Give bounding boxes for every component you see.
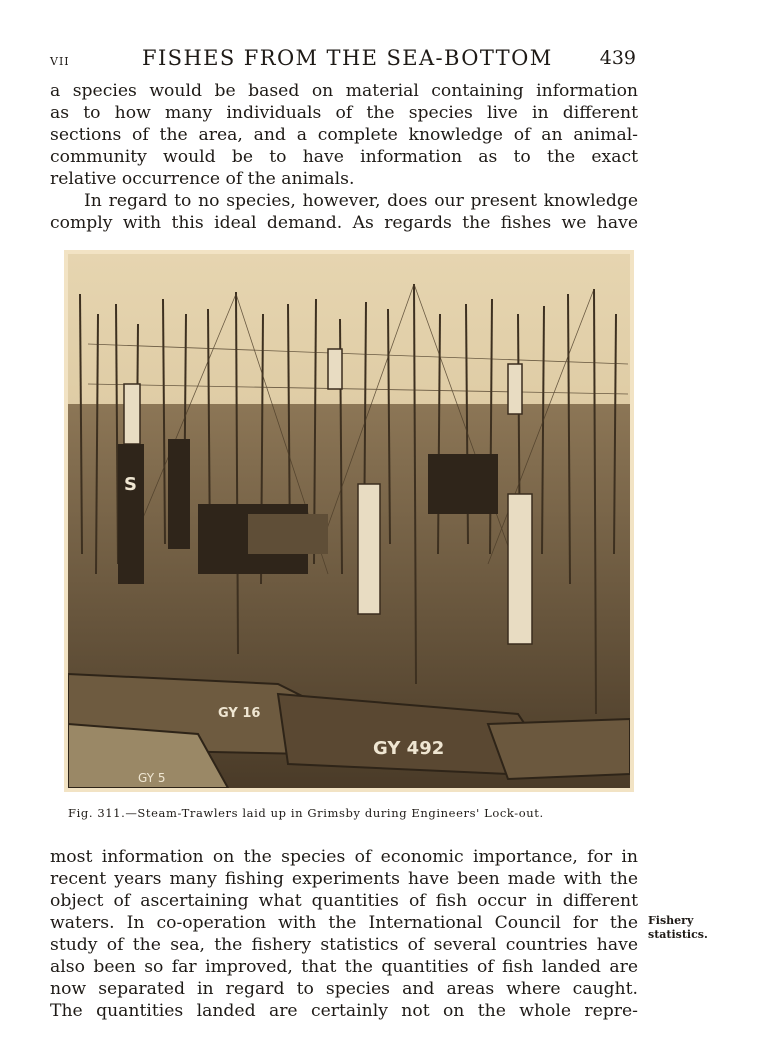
running-title: FISHES FROM THE SEA-BOTTOM [142,46,553,70]
text-line: waters. In co-operation with the International Council for the [50,913,638,933]
text-line: community would be to have information as to the exact [50,147,638,167]
text-line: The quantities landed are certainly not on the whole repre- [50,1001,638,1021]
trawlers-photo [68,254,630,788]
text-line: recent years many fishing experiments have been made with the [50,869,638,889]
text-line: In regard to no species, however, does our present knowledge [84,191,638,211]
photo-figure [64,250,634,792]
hull-mark-gy5: GY 5 [138,771,166,785]
text-line: relative occurrence of the animals. [50,169,355,189]
running-header [50,46,638,74]
hull-mark-s: S [124,474,137,495]
marginal-note-line: Fishery [648,914,694,927]
text-line: now separated in regard to species and areas where caught. [50,979,638,999]
figure-caption: Fig. 311.—Steam-Trawlers laid up in Grimsby during Engineers' Lock-out. [68,806,544,820]
text-line: most information on the species of economic importance, for in [50,847,638,867]
text-line: comply with this ideal demand. As regards the fishes we have [50,213,638,233]
hull-mark-gy492: GY 492 [373,738,445,759]
text-line: a species would be based on material containing information [50,81,638,101]
text-line: object of ascertaining what quantities of fish occur in different [50,891,638,911]
body-text-bottom [50,846,638,1022]
body-text-top [50,80,638,234]
text-line: study of the sea, the fishery statistics of several countries have [50,935,638,955]
chapter-number: VII [50,55,70,68]
text-line: sections of the area, and a complete knowledge of an animal- [50,125,638,145]
page-number: 439 [599,47,636,69]
text-line: also been so far improved, that the quantities of fish landed are [50,957,638,977]
marginal-note-line: statistics. [648,928,708,941]
hull-mark-gy16: GY 16 [218,706,261,721]
marginal-note [648,914,708,942]
text-line: as to how many individuals of the species live in different [50,103,638,123]
